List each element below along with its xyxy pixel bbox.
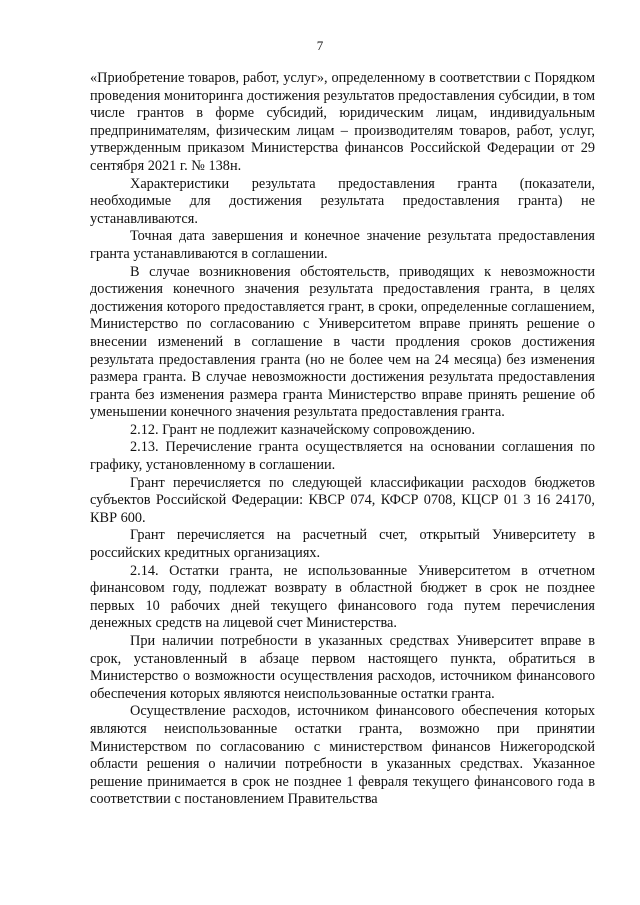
paragraph-2-14: 2.14. Остатки гранта, не использованные Университетом в отчетном финансовом году, подлежат возврату в областной бюджет в срок не позднее первых 10 рабочих дней текущего финансового года путем перечисления денежных средств на лицевой счет Министерства. — [90, 562, 595, 632]
page-number: 7 — [316, 38, 324, 53]
paragraph-settlement-account: Грант перечисляется на расчетный счет, открытый Университету в российских кредитных организациях. — [90, 527, 595, 562]
paragraph-budget-classification: Грант перечисляется по следующей классификации расходов бюджетов субъектов Российской Федерации: КВСР 074, КФСР 0708, КЦСР 01 3 16 24170, КВР 600. — [90, 474, 595, 526]
paragraph-continuation: «Приобретение товаров, работ, услуг», определенному в соответствии с Порядком проведения мониторинга достижения результатов предоставления субсидии, в том числе грантов в форме субсидий, юридическим лицам, индивидуальным предпринимателям, физическим лицам – производителям товаров, работ, услуг, утвержденным приказом Министерства финансов Российской Федерации от 29 сентября 2021 г. № 138н. — [90, 70, 595, 174]
paragraph-2-12: 2.12. Грант не подлежит казначейскому сопровождению. — [130, 421, 476, 438]
paragraph-result-characteristics: Характеристики результата предоставления гранта (показатели, необходимые для достижения результата предоставления гранта) не устанавливаются. — [90, 175, 595, 227]
document-body — [90, 70, 595, 809]
paragraph-need-for-funds: При наличии потребности в указанных средствах Университет вправе в срок, установленный в абзаце первом настоящего пункта, обратиться в Министерство о возможности осуществления расходов, источником финансового обеспечения которых являются неиспользованные остатки гранта. — [90, 633, 595, 702]
paragraph-2-13: 2.13. Перечисление гранта осуществляется на основании соглашения по графику, установленному в соглашении. — [90, 439, 595, 474]
paragraph-completion-date: Точная дата завершения и конечное значение результата предоставления гранта устанавливаются в соглашении. — [90, 228, 595, 262]
paragraph-circumstances: В случае возникновения обстоятельств, приводящих к невозможности достижения конечного значения результата предоставления гранта, в целях достижения которого предоставляется грант, в сроки, определенные соглашением, Министерство по согласованию с Университетом вправе принять решение о внесении изменений в соглашение в части продления сроков достижения результата предоставления гранта (но не более чем на 24 месяца) без изменения размера гранта. В случае невозможности достижения результата предоставления гранта без изменения размера гранта Министерство вправе принять решение об уменьшении конечного значения результата предоставления гранта. — [90, 263, 595, 421]
paragraph-expenditure: Осуществление расходов, источником финансового обеспечения которых являются неиспользованные остатки гранта, возможно при принятии Министерством по согласованию с министерством финансов Нижегородской области решения о наличии потребности в указанных средствах. Указанное решение принимается в срок не позднее 1 февраля текущего финансового года в соответствии с постановлением Правительства — [90, 703, 595, 808]
